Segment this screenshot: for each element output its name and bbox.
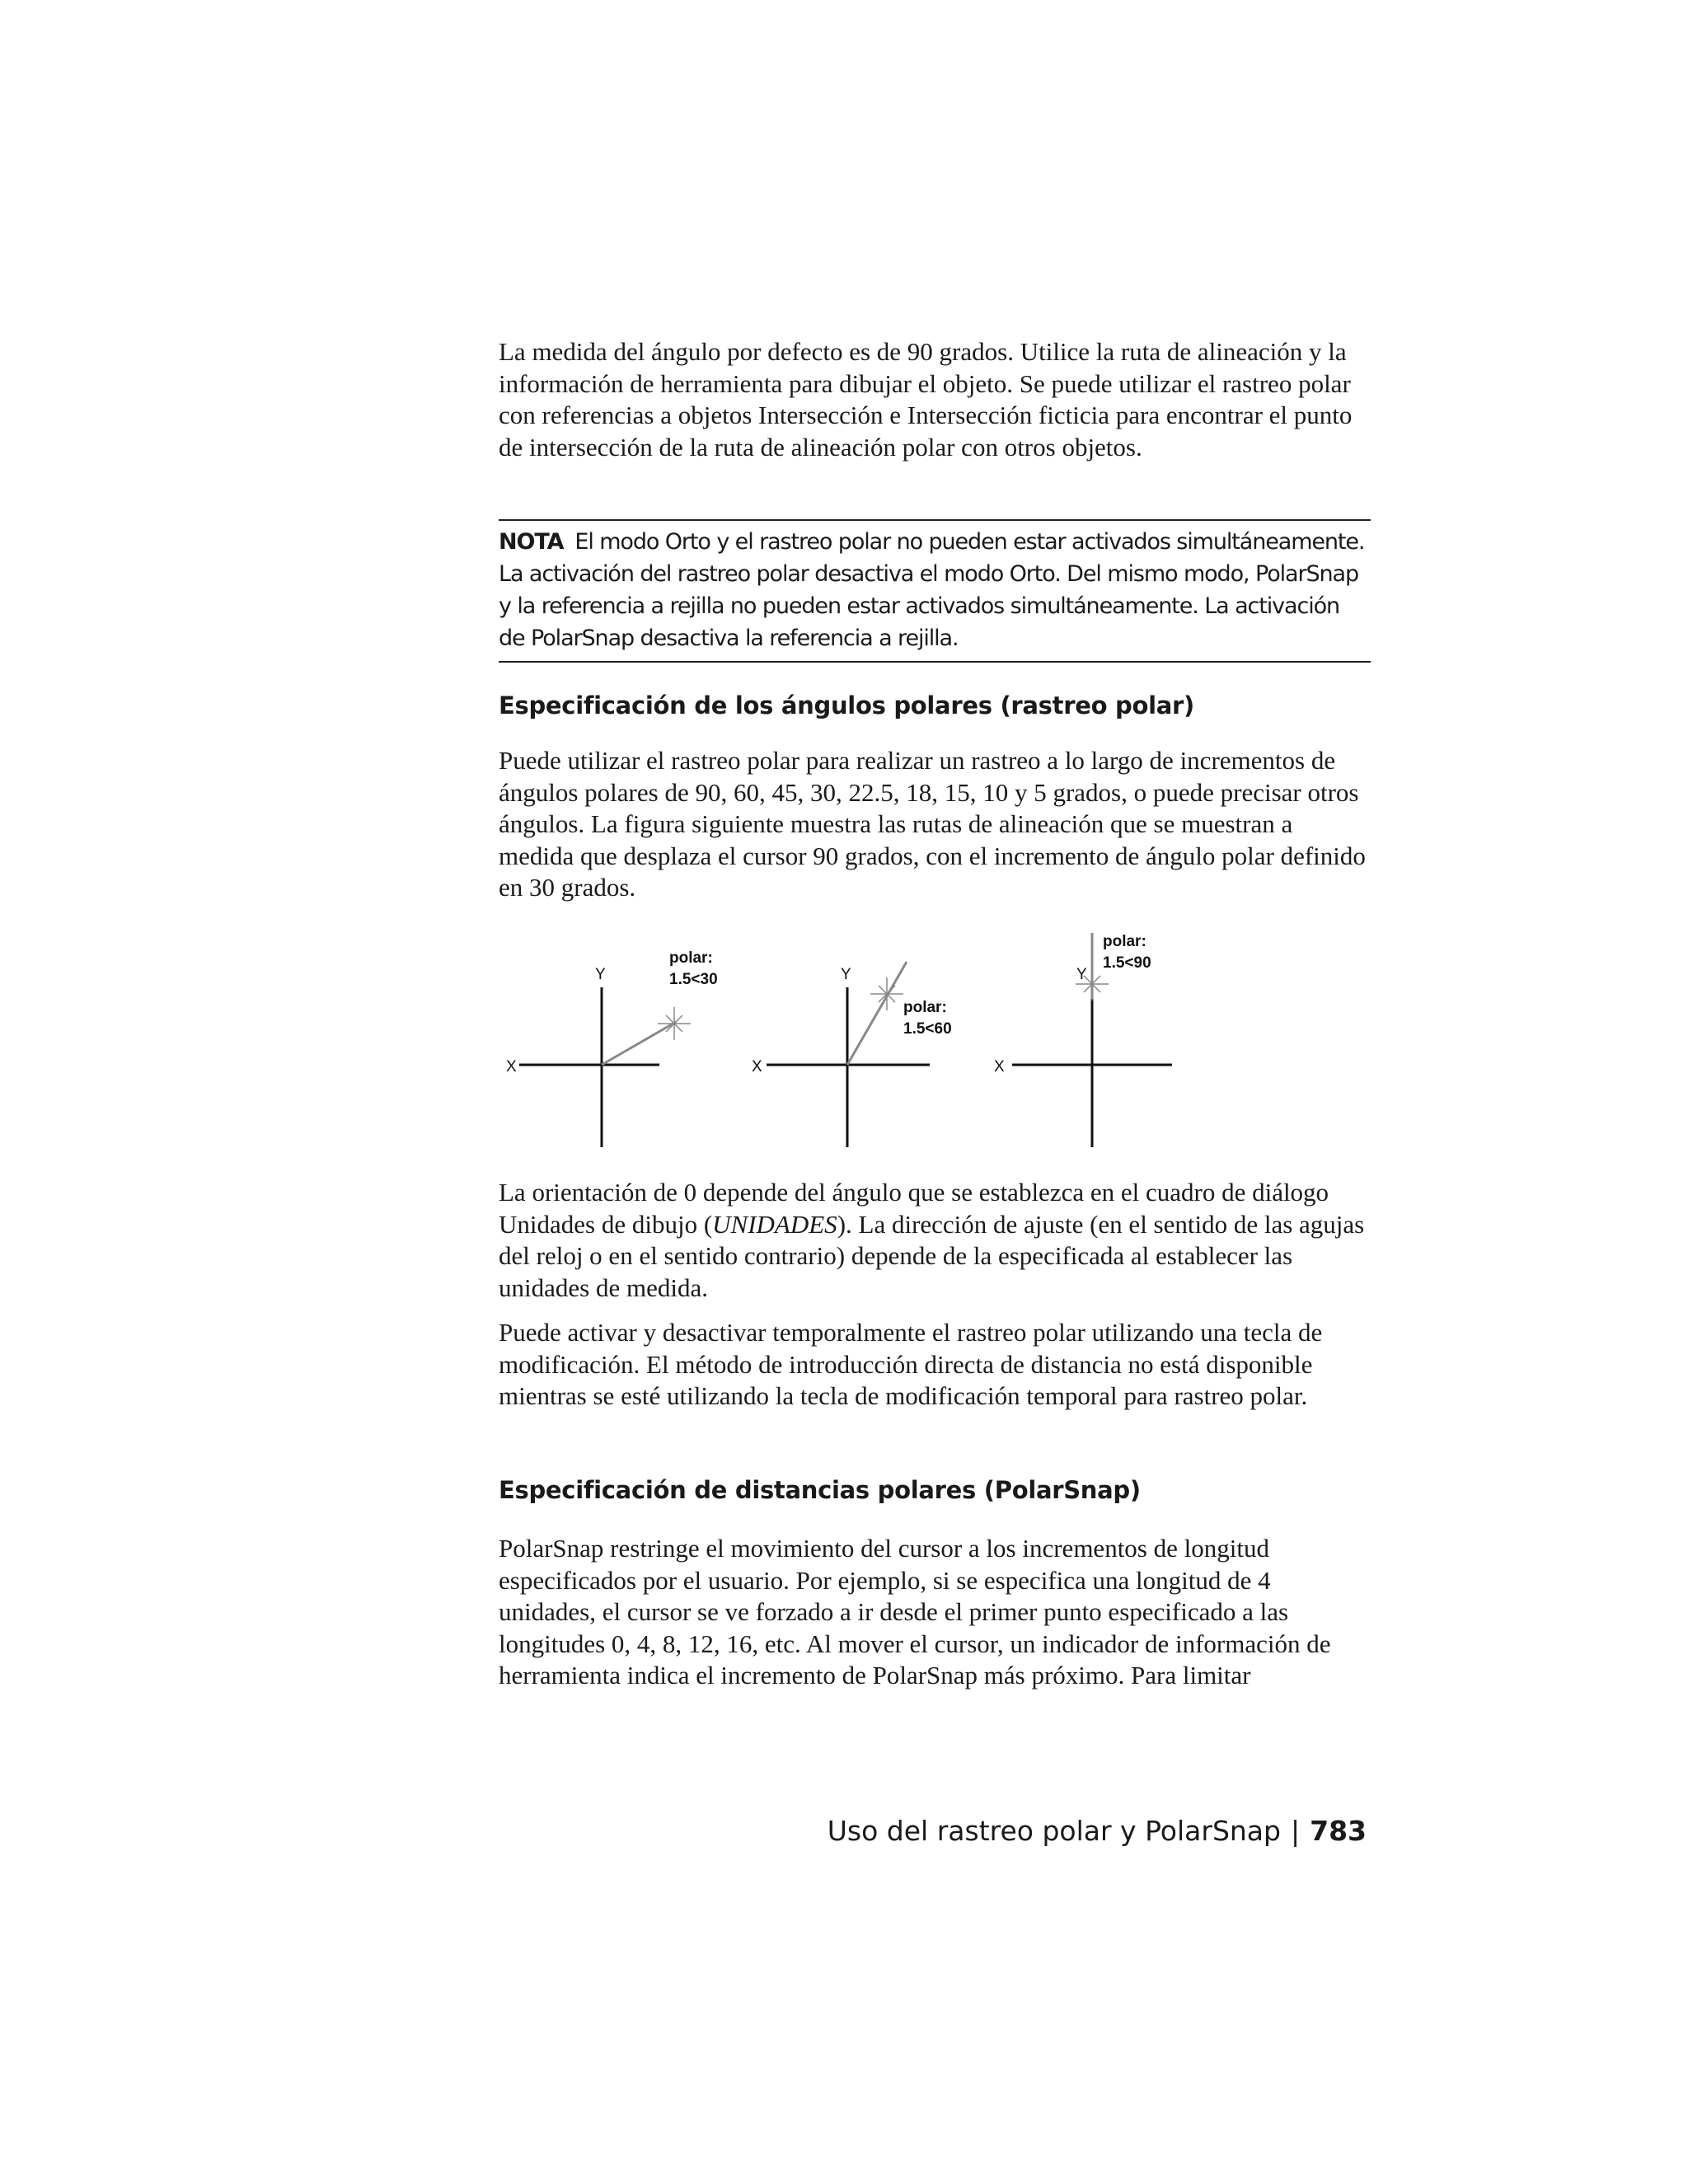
polar-tooltip-value: 1.5<60 bbox=[903, 1020, 952, 1038]
body-paragraph: PolarSnap restringe el movimiento del cursor a los incrementos de longitud especificados por el usuario. Por ejemplo, si se especifica una longitud de 4 unidades, el cursor se ve forzado a ir desde el primer punto especificado a las longitudes 0, 4, 8, 12, 16, etc. Al mover el cursor, un indicador de información de herramienta indica el incremento de PolarSnap más próximo. Para limitar bbox=[499, 1534, 1331, 1690]
polar-tooltip-value: 1.5<90 bbox=[1103, 954, 1151, 972]
x-axis-label: X bbox=[994, 1058, 1005, 1076]
polar-tracking-figure bbox=[495, 923, 1203, 1154]
figure-panel-90 bbox=[994, 933, 1172, 1147]
body-paragraph: Puede utilizar el rastreo polar para realizar un rastreo a lo largo de incrementos de ángulos polares de 90, 60, 45, 30, 22.5, 18, 15, 10 y 5 grados, o puede precisar otros ángulos. La figura siguiente muestra las rutas de alineación que se muestran a medida que desplaza el cursor 90 grados, con el incremento de ángulo polar definido en 30 grados. bbox=[499, 746, 1366, 902]
paragraph-text: La orientación de 0 depende del ángulo que se establezca en el cuadro de diálogo Unidades de dibujo ( bbox=[499, 1178, 1329, 1239]
cursor-crosshair-icon bbox=[870, 977, 903, 1010]
figure-panel-60 bbox=[752, 962, 952, 1147]
figure-panel-30 bbox=[506, 949, 718, 1147]
body-paragraph: Puede activar y desactivar temporalmente el rastreo polar utilizando una tecla de modificación. El método de introducción directa de distancia no está disponible mientras se esté utilizando la tecla de modificación temporal para rastreo polar. bbox=[499, 1318, 1323, 1410]
body-paragraph: La medida del ángulo por defecto es de 90 grados. Utilice la ruta de alineación y la información de herramienta para dibujar el objeto. Se puede utilizar el rastreo polar con referencias a objetos Intersección e Intersección ficticia para encontrar el punto de intersección de la ruta de alineación polar con otros objetos. bbox=[499, 337, 1353, 462]
y-axis-label: Y bbox=[841, 966, 851, 983]
x-axis-label: X bbox=[752, 1058, 762, 1076]
paragraph-text: ). La dirección de ajuste (en el sentido de las agujas del reloj o en el sentido contrario) depende de la especificada al establecer las unidades de medida. bbox=[499, 1209, 1365, 1302]
polar-tooltip-label: polar: bbox=[903, 999, 947, 1016]
page-number: 783 bbox=[1310, 1815, 1367, 1847]
x-axis-label: X bbox=[506, 1058, 517, 1076]
body-paragraph bbox=[499, 1177, 1371, 1304]
section-heading: Especificación de los ángulos polares (rastreo polar) bbox=[499, 691, 1194, 719]
note-text: El modo Orto y el rastreo polar no pueden estar activados simultáneamente. La activación del rastreo polar desactiva el modo Orto. Del mismo modo, PolarSnap y la referencia a rejilla no pueden estar activados simultáneamente. La activación de PolarSnap desactiva la referencia a rejilla. bbox=[499, 529, 1365, 651]
polar-tooltip-label: polar: bbox=[1103, 933, 1146, 950]
note-paragraph bbox=[499, 526, 1371, 654]
footer-section-title: Uso del rastreo polar y PolarSnap bbox=[827, 1815, 1281, 1847]
section-heading: Especificación de distancias polares (PolarSnap) bbox=[499, 1476, 1141, 1504]
alignment-path bbox=[602, 1022, 676, 1065]
note-label: NOTA bbox=[499, 529, 564, 555]
cursor-crosshair-icon bbox=[658, 1007, 691, 1040]
y-axis-label: Y bbox=[595, 966, 606, 983]
footer-separator: | bbox=[1290, 1815, 1301, 1847]
note-box bbox=[499, 519, 1371, 663]
command-name: UNIDADES bbox=[712, 1209, 837, 1239]
y-axis-label: Y bbox=[1076, 966, 1087, 983]
page-footer bbox=[828, 1815, 1367, 1848]
polar-tooltip-label: polar: bbox=[669, 949, 713, 967]
polar-tooltip-value: 1.5<30 bbox=[669, 971, 718, 988]
alignment-path bbox=[847, 962, 907, 1065]
